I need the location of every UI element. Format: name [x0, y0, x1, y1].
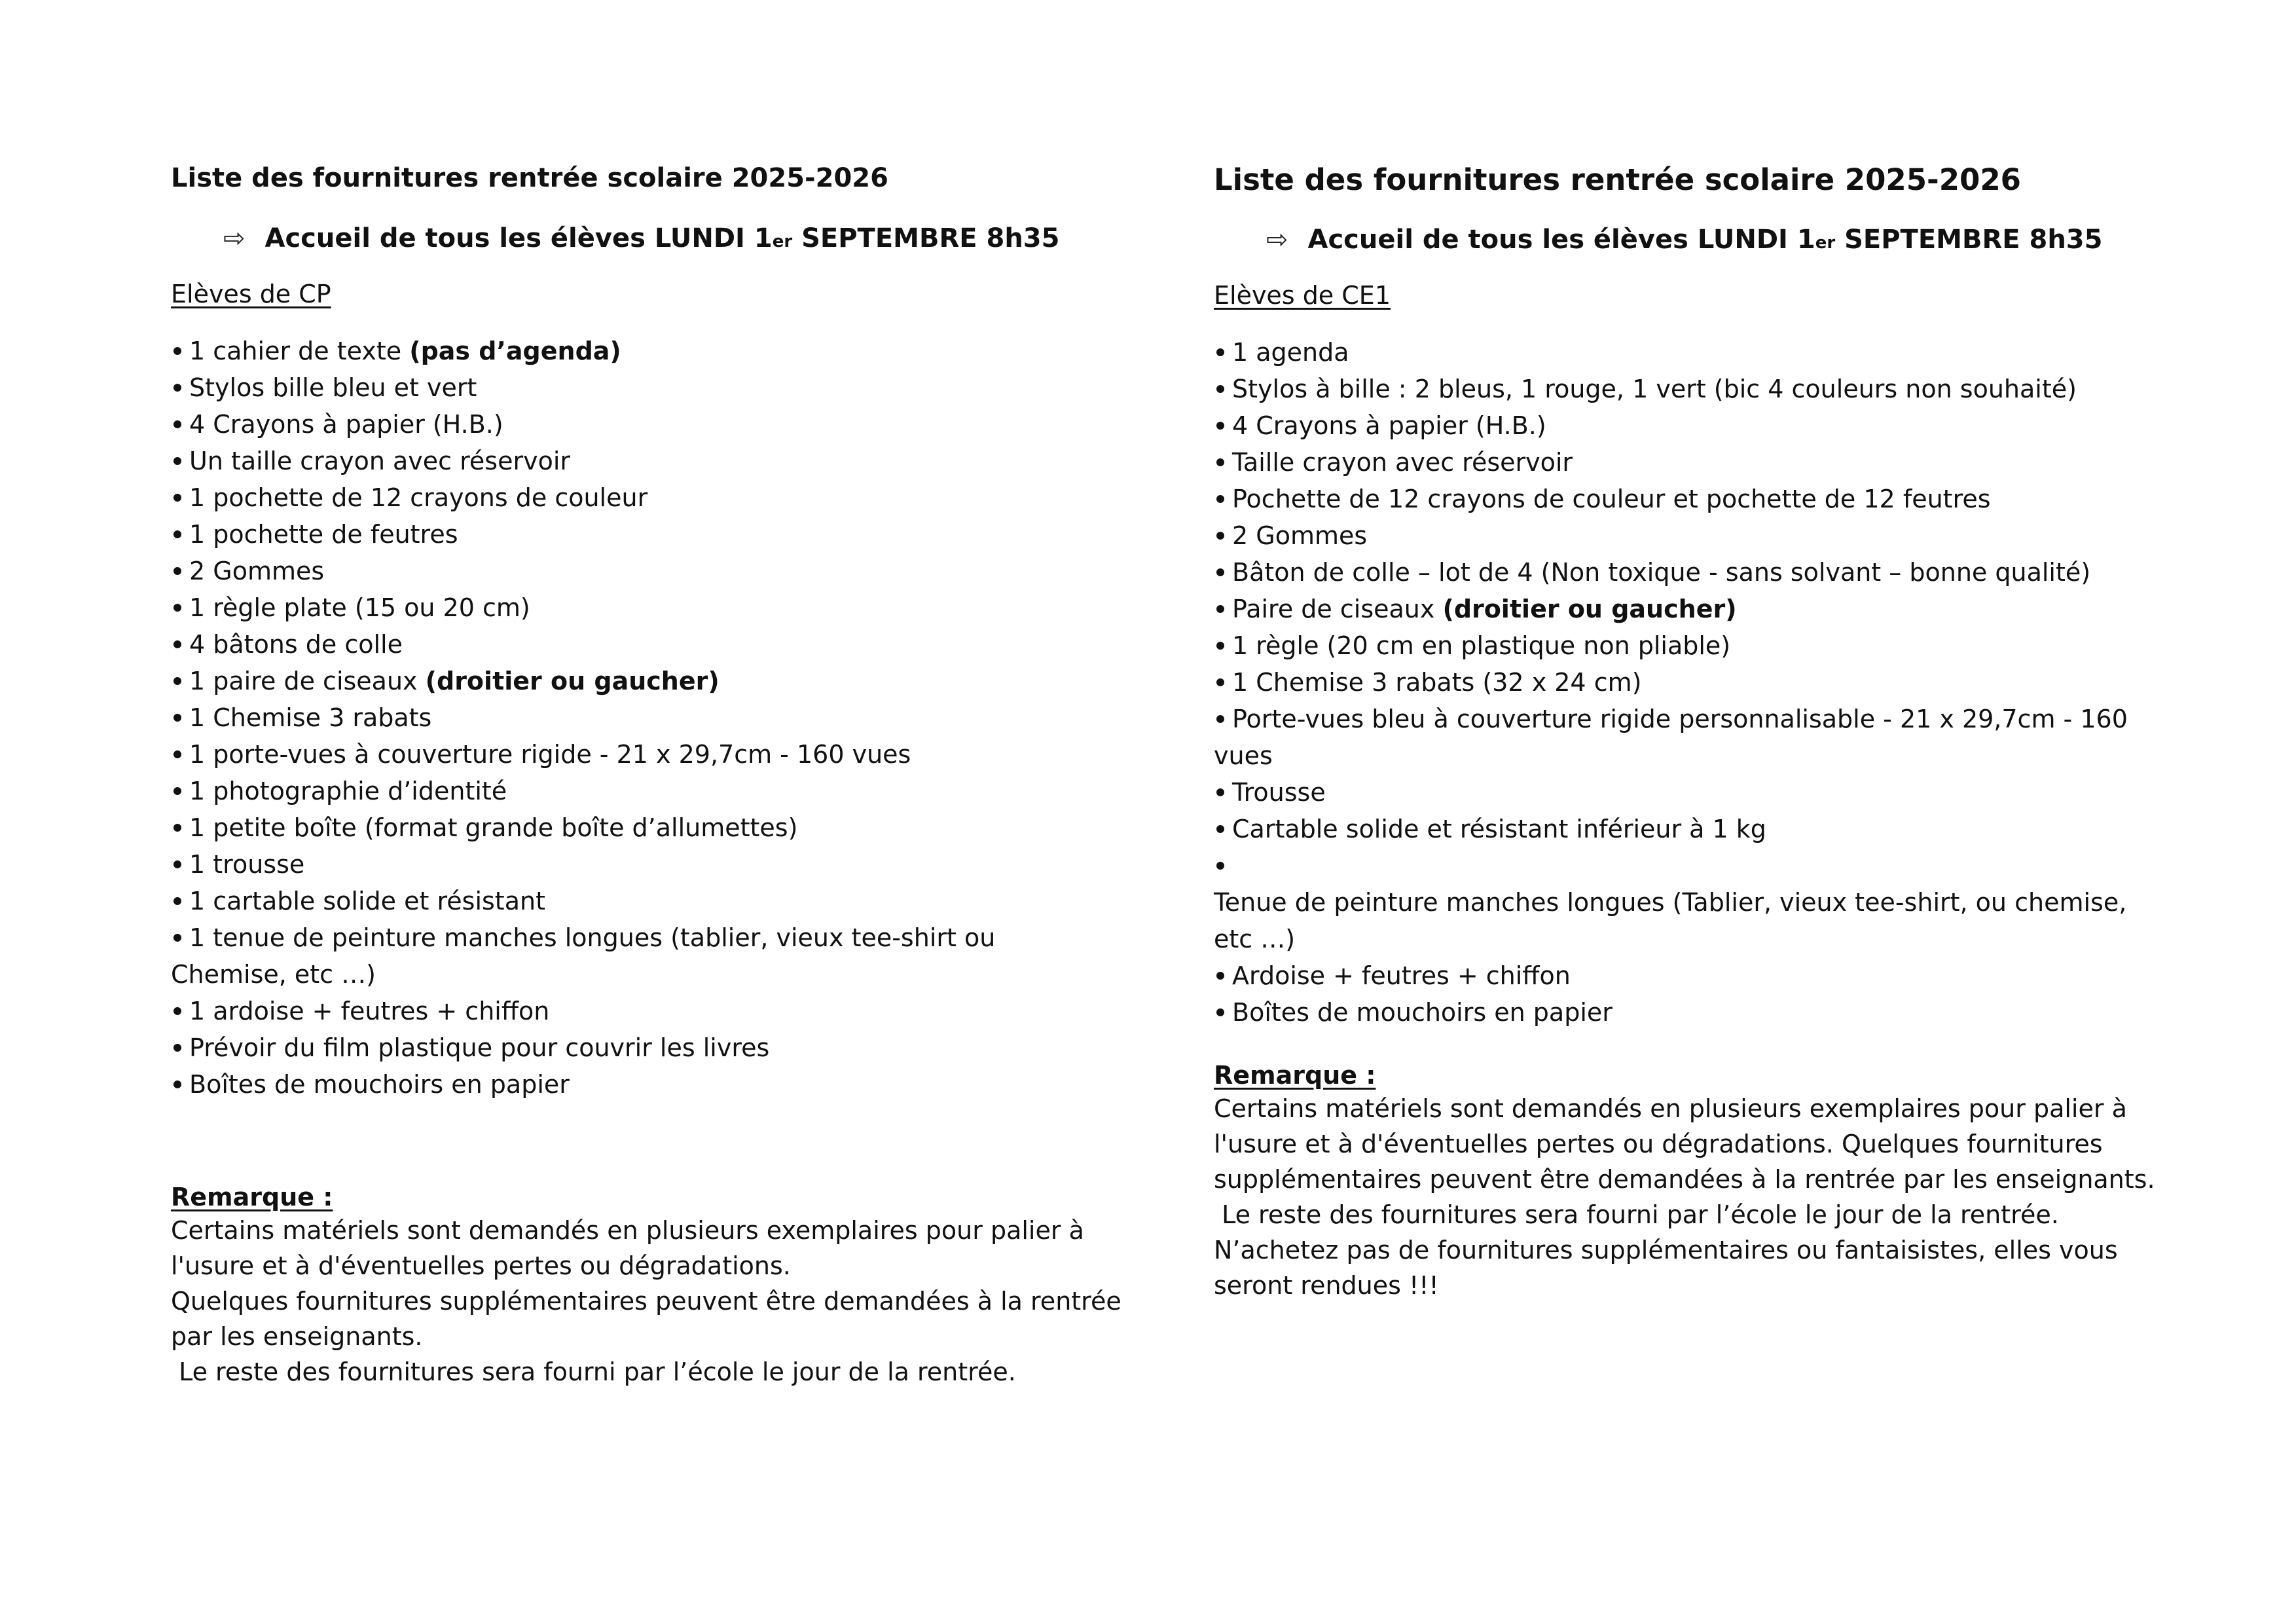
bullet-icon: [173, 567, 181, 575]
bullet-icon: [1216, 422, 1224, 430]
list-item: [171, 406, 1101, 443]
list-item-continuation: Chemise, etc …): [171, 960, 376, 989]
item-text: Ardoise + feutres + chiffon: [1232, 961, 1571, 990]
bullet-icon: [173, 934, 181, 942]
list-item: [1214, 701, 2143, 737]
list-item: [171, 663, 1101, 699]
bullet-icon: [173, 1044, 181, 1052]
item-text: 1 tenue de peinture manches longues (tablier, vieux tee-shirt ou: [189, 923, 996, 952]
item-text: 2 Gommes: [1232, 521, 1368, 550]
list-item: [171, 919, 1101, 956]
list-item-continuation: vues: [1214, 741, 1273, 770]
item-text: Un taille crayon avec réservoir: [189, 447, 571, 475]
list-item: [1214, 664, 2143, 701]
item-text: Taille crayon avec réservoir: [1232, 448, 1573, 477]
item-text: 1 trousse: [189, 850, 305, 879]
remark-line: Le reste des fournitures sera fourni par l’école le jour de la rentrée.: [1214, 1200, 2059, 1229]
remark-line: par les enseignants.: [171, 1322, 423, 1351]
item-text: 1 porte-vues à couverture rigide - 21 x 29,7cm - 160 vues: [189, 740, 911, 769]
bullet-icon: [1216, 605, 1224, 613]
remark-body: [1214, 1091, 2155, 1303]
item-text: Porte-vues bleu à couverture rigide personnalisable - 21 x 29,7cm - 160: [1232, 705, 2128, 733]
remark-line: Certains matériels sont demandés en plusieurs exemplaires pour palier à: [171, 1216, 1084, 1245]
list-item: [171, 443, 1101, 479]
bullet-icon: [173, 860, 181, 868]
list-item: [171, 809, 1101, 846]
item-text: Prévoir du film plastique pour couvrir les livres: [189, 1033, 770, 1062]
remark-line: Certains matériels sont demandés en plusieurs exemplaires pour palier à: [1214, 1094, 2127, 1123]
list-item: [1214, 554, 2143, 591]
remark-title: Remarque :: [171, 1183, 333, 1211]
list-item: [171, 626, 1101, 663]
welcome-text-start: Accueil de tous les élèves LUNDI 1: [1307, 225, 1815, 255]
bullet-icon: [1216, 862, 1224, 870]
bullet-icon: [173, 494, 181, 502]
list-item: [1214, 994, 2143, 1031]
bullet-icon: [1216, 495, 1224, 503]
item-text: 1 agenda: [1232, 338, 1349, 367]
list-item: [1214, 407, 2143, 444]
item-text: 4 Crayons à papier (H.B.): [189, 410, 503, 439]
list-item: [171, 883, 1101, 919]
remark-line: l'usure et à d'éventuelles pertes ou dégradations.: [171, 1251, 791, 1280]
supply-list: [171, 333, 1101, 1103]
list-item: [171, 846, 1101, 883]
class-label: Elèves de CP: [171, 280, 331, 308]
bullet-icon: [1216, 532, 1224, 540]
item-text: 1 règle plate (15 ou 20 cm): [189, 593, 530, 622]
bullet-icon: [1216, 678, 1224, 686]
bullet-icon: [173, 530, 181, 538]
bullet-icon: [173, 824, 181, 832]
list-item: [171, 773, 1101, 809]
bullet-icon: [1216, 385, 1224, 393]
remark-line: supplémentaires peuvent être demandées à la rentrée par les enseignants.: [1214, 1165, 2155, 1194]
item-text: Bâton de colle – lot de 4 (Non toxique - sans solvant – bonne qualité): [1232, 558, 2091, 587]
item-text: 4 Crayons à papier (H.B.): [1232, 411, 1546, 440]
list-item: [1214, 481, 2143, 517]
remark-body: [171, 1213, 1121, 1390]
list-item: [171, 516, 1101, 553]
list-item: [171, 553, 1101, 589]
list-item: [1214, 627, 2143, 664]
list-item: [171, 479, 1101, 516]
bullet-icon: [173, 897, 181, 905]
welcome-text-end: SEPTEMBRE 8h35: [1835, 225, 2103, 255]
item-text: Tenue de peinture manches longues (Tablier, vieux tee-shirt, ou chemise,: [1214, 888, 2127, 917]
cp-supply-list: [171, 162, 1121, 1390]
item-text: Boîtes de mouchoirs en papier: [1232, 998, 1613, 1027]
remark-line: N’achetez pas de fournitures supplémentaires ou fantaisistes, elles vous: [1214, 1236, 2118, 1264]
list-item: [1214, 517, 2143, 554]
list-item: [1214, 811, 2143, 847]
bullet-icon: [1216, 642, 1224, 650]
list-item: [1214, 444, 2143, 481]
bullet-icon: [1216, 458, 1224, 466]
bullet-icon: [173, 787, 181, 795]
item-text: 1 cahier de texte: [189, 337, 410, 365]
item-text: 1 ardoise + feutres + chiffon: [189, 997, 550, 1025]
bullet-icon: [173, 384, 181, 392]
item-text: 2 Gommes: [189, 557, 325, 585]
list-item: [1214, 591, 2143, 627]
list-item: [171, 736, 1101, 773]
list-item: [171, 993, 1101, 1029]
bullet-icon: [1216, 825, 1224, 833]
item-text: 1 règle (20 cm en plastique non pliable): [1232, 631, 1731, 660]
list-item: [1214, 774, 2143, 811]
item-text: Trousse: [1232, 778, 1326, 807]
remark-line: l'usure et à d'éventuelles pertes ou dégradations. Quelques fournitures: [1214, 1130, 2103, 1158]
bullet-icon: [1216, 788, 1224, 796]
arrow-right-icon: ⇨: [1266, 225, 1288, 255]
arrow-right-icon: ⇨: [223, 223, 246, 253]
remark-line: Le reste des fournitures sera fourni par l’école le jour de la rentrée.: [171, 1357, 1016, 1386]
item-text: Pochette de 12 crayons de couleur et pochette de 12 feutres: [1232, 485, 1991, 513]
item-emphasis: (pas d’agenda): [409, 337, 621, 365]
item-text: 1 pochette de 12 crayons de couleur: [189, 483, 648, 512]
page-title: Liste des fournitures rentrée scolaire 2025-2026: [1214, 162, 2021, 197]
item-text: 1 petite boîte (format grande boîte d’allumettes): [189, 813, 798, 842]
bullet-icon: [173, 604, 181, 612]
list-item: [1214, 957, 2143, 994]
bullet-icon: [173, 750, 181, 758]
item-text: 1 cartable solide et résistant: [189, 887, 545, 915]
ce1-supply-list: [1214, 162, 2155, 1303]
list-item: [1214, 334, 2143, 371]
item-emphasis: (droitier ou gaucher): [1442, 595, 1737, 623]
bullet-icon: [173, 1007, 181, 1015]
bullet-icon: [173, 347, 181, 355]
bullet-icon: [1216, 348, 1224, 356]
list-item: [1214, 847, 2143, 921]
bullet-icon: [1216, 568, 1224, 576]
list-item: [171, 699, 1101, 736]
list-item: [1214, 371, 2143, 407]
item-text: Cartable solide et résistant inférieur à 1 kg: [1232, 815, 1766, 843]
welcome-notice: ⇨ Accueil de tous les élèves LUNDI 1 er SEPTEMBRE 8h35: [1266, 225, 2103, 255]
item-text: 1 Chemise 3 rabats (32 x 24 cm): [1232, 668, 1642, 697]
supply-list: [1214, 334, 2143, 1031]
bullet-icon: [173, 457, 181, 465]
item-text: 1 pochette de feutres: [189, 520, 458, 549]
item-text: Boîtes de mouchoirs en papier: [189, 1070, 570, 1099]
list-item: [171, 369, 1101, 406]
list-item: [171, 589, 1101, 626]
item-text: 1 Chemise 3 rabats: [189, 703, 432, 732]
bullet-icon: [1216, 1008, 1224, 1016]
item-text: 4 bâtons de colle: [189, 630, 403, 659]
welcome-text-start: Accueil de tous les élèves LUNDI 1: [264, 223, 773, 253]
remark-line: seront rendues !!!: [1214, 1271, 1439, 1300]
list-item-continuation: etc …): [1214, 925, 1296, 953]
item-text: Stylos à bille : 2 bleus, 1 rouge, 1 vert (bic 4 couleurs non souhaité): [1232, 375, 2077, 403]
bullet-icon: [173, 677, 181, 685]
bullet-icon: [1216, 715, 1224, 723]
class-label: Elèves de CE1: [1214, 281, 1391, 310]
bullet-icon: [173, 640, 181, 648]
item-emphasis: (droitier ou gaucher): [425, 667, 720, 695]
list-item: [171, 333, 1101, 369]
list-item: [171, 1066, 1101, 1103]
bullet-icon: [173, 714, 181, 722]
list-item: [171, 1029, 1101, 1066]
item-text: 1 paire de ciseaux: [189, 667, 426, 695]
item-text: Paire de ciseaux: [1232, 595, 1443, 623]
page-title: Liste des fournitures rentrée scolaire 2025-2026: [171, 163, 888, 193]
bullet-icon: [1216, 972, 1224, 980]
remark-line: Quelques fournitures supplémentaires peuvent être demandées à la rentrée: [171, 1287, 1121, 1316]
item-text: 1 photographie d’identité: [189, 777, 507, 805]
item-text: Stylos bille bleu et vert: [189, 373, 477, 402]
remark-title: Remarque :: [1214, 1061, 1376, 1090]
welcome-text-end: SEPTEMBRE 8h35: [792, 223, 1060, 253]
bullet-icon: [173, 420, 181, 428]
welcome-notice: ⇨ Accueil de tous les élèves LUNDI 1 er SEPTEMBRE 8h35: [223, 223, 1060, 253]
bullet-icon: [173, 1080, 181, 1088]
